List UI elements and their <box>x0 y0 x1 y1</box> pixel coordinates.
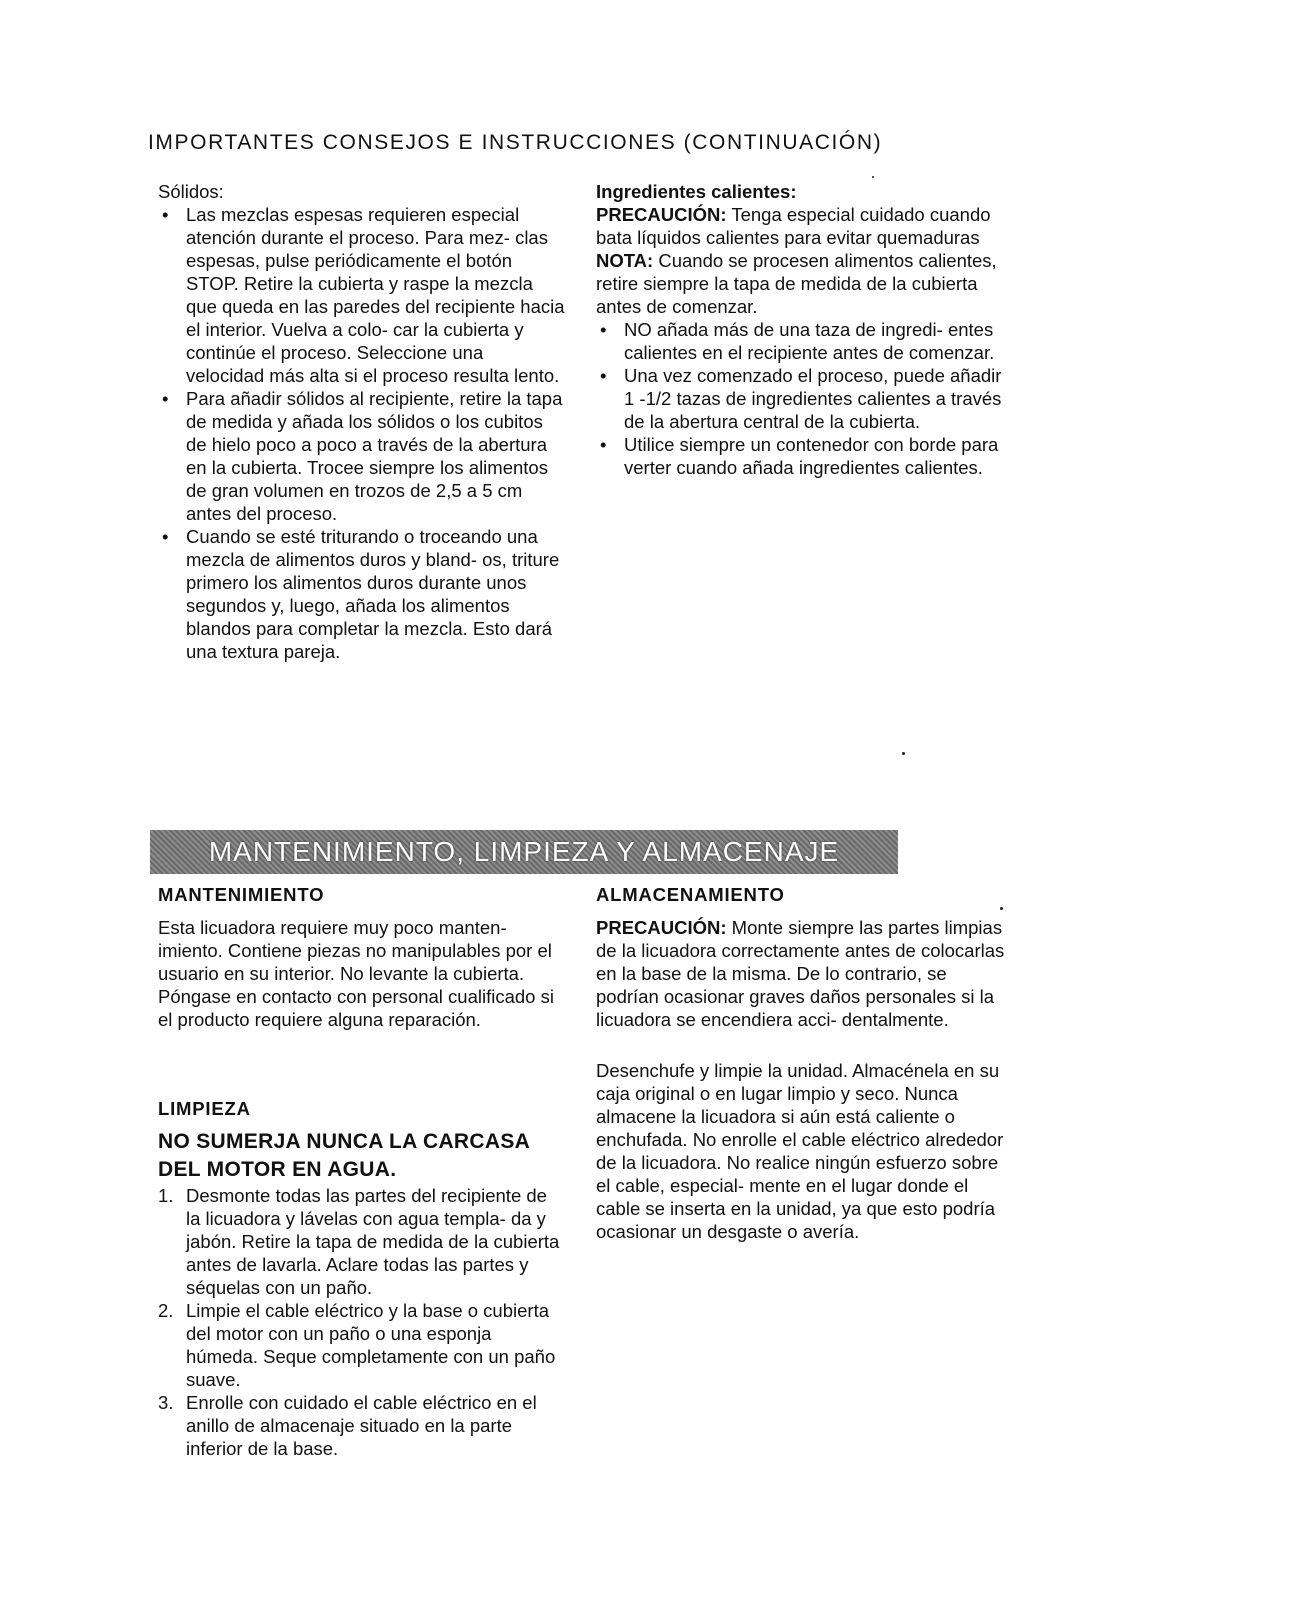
almacenamiento-text: Desenchufe y limpie la unidad. Almacénela en su caja original o en lugar limpio y seco. Nunca almacene la licuadora si aún está caliente o enchufada. No enrolle el cable eléctrico alrededor de la licuadora. No realice ningún esfuerzo sobre el cable, especial- mente en el lugar donde el cable se inserta en la unidad, ya que esto podría ocasionar un desgaste o avería. <box>596 1060 1004 1242</box>
solidos-list <box>158 203 566 663</box>
step-number: 1. <box>158 1185 174 1206</box>
scan-speck <box>872 176 874 178</box>
step-text: Desmonte todas las partes del recipiente de la licuadora y lávelas con agua templa- da y jabón. Retire la tapa de medida de la cubierta antes de lavarla. Aclare todas las partes y séquelas con un paño. <box>186 1185 560 1298</box>
calientes-precaucion <box>596 203 1006 249</box>
precaucion-label: PRECAUCIÓN: <box>596 204 727 225</box>
solidos-section <box>158 180 566 663</box>
almacenamiento-precaucion <box>596 916 1006 1031</box>
step-text: Enrolle con cuidado el cable eléctrico en el anillo de almacenaje situado en la parte inferior de la base. <box>186 1392 537 1459</box>
page-title: IMPORTANTES CONSEJOS E INSTRUCCIONES (CONTINUACIÓN) <box>148 131 883 154</box>
list-item: • Cuando se esté triturando o troceando una mezcla de alimentos duros y bland- os, triture primero los alimentos duros durante unos segundos y, luego, añada los alimentos blandos para completar la mezcla. Esto dará una textura pareja. <box>158 525 566 663</box>
step-text: Limpie el cable eléctrico y la base o cubierta del motor con un paño o una esponja húmeda. Seque completamente con un paño suave. <box>186 1300 556 1390</box>
list-item: • NO añada más de una taza de ingredi- entes calientes en el recipiente antes de comenzar. <box>596 318 1006 364</box>
mantenimiento-section <box>158 883 566 1031</box>
nota-label: NOTA: <box>596 250 654 271</box>
scan-speck <box>1000 907 1003 910</box>
list-item: • Para añadir sólidos al recipiente, retire la tapa de medida y añada los sólidos o los cubitos de hielo poco a poco a través de la abertura en la cubierta. Trocee siempre los alimentos de gran volumen en trozos de 2,5 a 5 cm antes del proceso. <box>158 387 566 525</box>
list-item <box>158 1184 566 1299</box>
section-banner <box>150 830 898 874</box>
mantenimiento-heading: MANTENIMIENTO <box>158 884 325 905</box>
scan-speck <box>902 752 905 755</box>
precaucion-text: Monte siempre las partes limpias de la licuadora correctamente antes de colocarlas en la base de la misma. De lo contrario, se podrían ocasionar graves daños personales si la licuadora se encendiera acci- dentalmente. <box>596 917 1005 1030</box>
limpieza-steps <box>158 1184 566 1460</box>
limpieza-heading: LIMPIEZA <box>158 1098 251 1119</box>
nota-text: Cuando se procesen alimentos calientes, retire siempre la tapa de medida de la cubierta antes de comenzar. <box>596 250 997 317</box>
precaucion-label: PRECAUCIÓN: <box>596 917 727 938</box>
step-number: 3. <box>158 1392 174 1413</box>
list-item <box>158 1391 566 1460</box>
limpieza-warning: NO SUMERJA NUNCA LA CARCASA DEL MOTOR EN AGUA. <box>158 1130 530 1181</box>
mantenimiento-text: Esta licuadora requiere muy poco manten- imiento. Contiene piezas no manipulables por el usuario en su interior. No levante la cubierta. Póngase en contacto con personal cualificado si el producto requiere alguna reparación. <box>158 917 554 1030</box>
list-item: • Las mezclas espesas requieren especial atención durante el proceso. Para mez- clas espesas, pulse periódicamente el botón STOP. Retire la cubierta y raspe la mezcla que queda en las paredes del recipiente hacia el interior. Vuelva a colo- car la cubierta y continúe el proceso. Seleccione una velocidad más alta si el proceso resulta lento. <box>158 203 566 387</box>
solidos-heading: Sólidos: <box>158 181 224 202</box>
calientes-section <box>596 180 1006 479</box>
step-number: 2. <box>158 1300 174 1321</box>
almacenamiento-section <box>596 883 1006 1243</box>
banner-title: MANTENIMIENTO, LIMPIEZA Y ALMACENAJE <box>208 836 840 867</box>
limpieza-section <box>158 1097 566 1460</box>
calientes-nota <box>596 249 1006 318</box>
list-item: • Utilice siempre un contenedor con borde para verter cuando añada ingredientes calientes. <box>596 433 1006 479</box>
calientes-list <box>596 318 1006 479</box>
almacenamiento-heading: ALMACENAMIENTO <box>596 884 785 905</box>
calientes-heading: Ingredientes calientes: <box>596 181 797 202</box>
precaucion-text: Tenga especial cuidado cuando bata líquidos calientes para evitar quemaduras <box>596 204 991 248</box>
list-item <box>158 1299 566 1391</box>
list-item: • Una vez comenzado el proceso, puede añadir 1 -1/2 tazas de ingredientes calientes a través de la abertura central de la cubierta. <box>596 364 1006 433</box>
